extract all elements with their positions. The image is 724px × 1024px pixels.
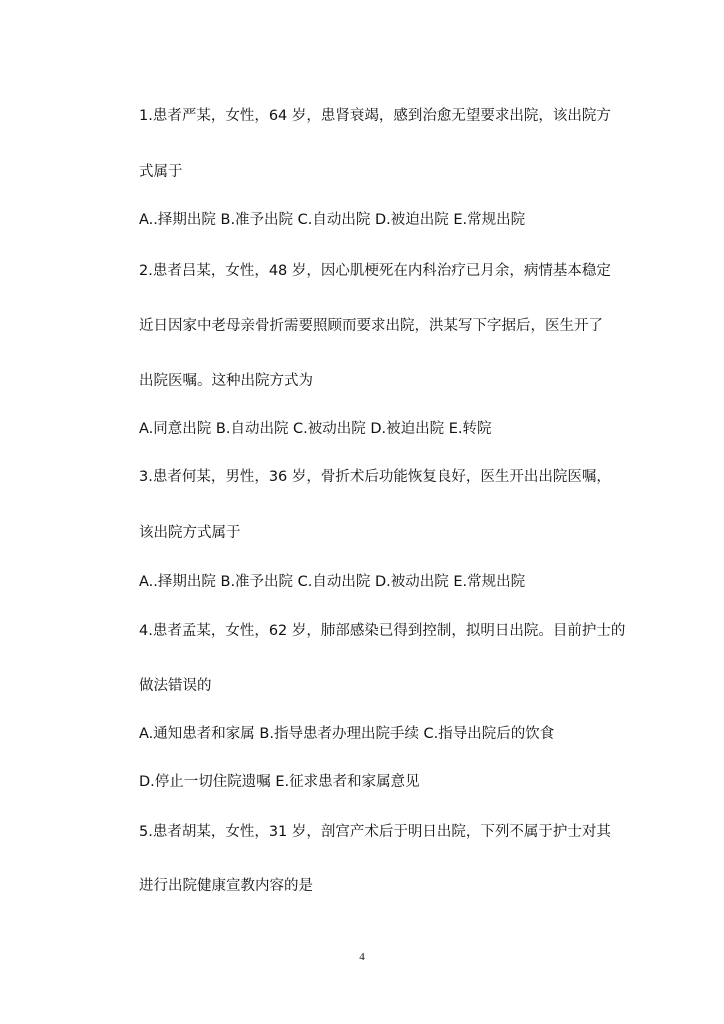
- q4-options-line-1: A.通知患者和家属 B.指导患者办理出院手续 C.指导出院后的饮食: [139, 726, 555, 742]
- q1-stem-line-2: 式属于: [139, 164, 183, 180]
- q2-stem-line-3: 出院医嘱。这种出院方式为: [139, 373, 313, 389]
- q3-options: A..择期出院 B.准予出院 C.自动出院 D.被动出院 E.常规出院: [139, 574, 526, 590]
- q2-stem-line-1: 2.患者吕某，女性，48 岁，因心肌梗死在内科治疗已月余，病情基本稳定: [139, 263, 611, 279]
- q5-stem-line-2: 进行出院健康宣教内容的是: [139, 878, 313, 894]
- q4-stem-line-2: 做法错误的: [139, 678, 212, 694]
- q5-stem-line-1: 5.患者胡某，女性，31 岁，剖宫产术后于明日出院，下列不属于护士对其: [139, 824, 611, 840]
- q3-stem-line-1: 3.患者何某，男性，36 岁，骨折术后功能恢复良好，医生开出出院医嘱，: [139, 469, 611, 485]
- q4-options-line-2: D.停止一切住院遗嘱 E.征求患者和家属意见: [139, 774, 420, 790]
- q1-stem-line-1: 1.患者严某，女性，64 岁，患肾衰竭，感到治愈无望要求出院，该出院方: [139, 108, 611, 124]
- page-number: 4: [359, 951, 365, 963]
- q2-options: A.同意出院 B.自动出院 C.被动出院 D.被迫出院 E.转院: [139, 421, 492, 437]
- q1-options: A..择期出院 B.准予出院 C.自动出院 D.被迫出院 E.常规出院: [139, 212, 526, 228]
- q4-stem-line-1: 4.患者孟某，女性，62 岁，肺部感染已得到控制，拟明日出院。目前护士的: [139, 623, 626, 639]
- q3-stem-line-2: 该出院方式属于: [139, 525, 241, 541]
- q2-stem-line-2: 近日因家中老母亲骨折需要照顾而要求出院，洪某写下字据后，医生开了: [139, 318, 603, 334]
